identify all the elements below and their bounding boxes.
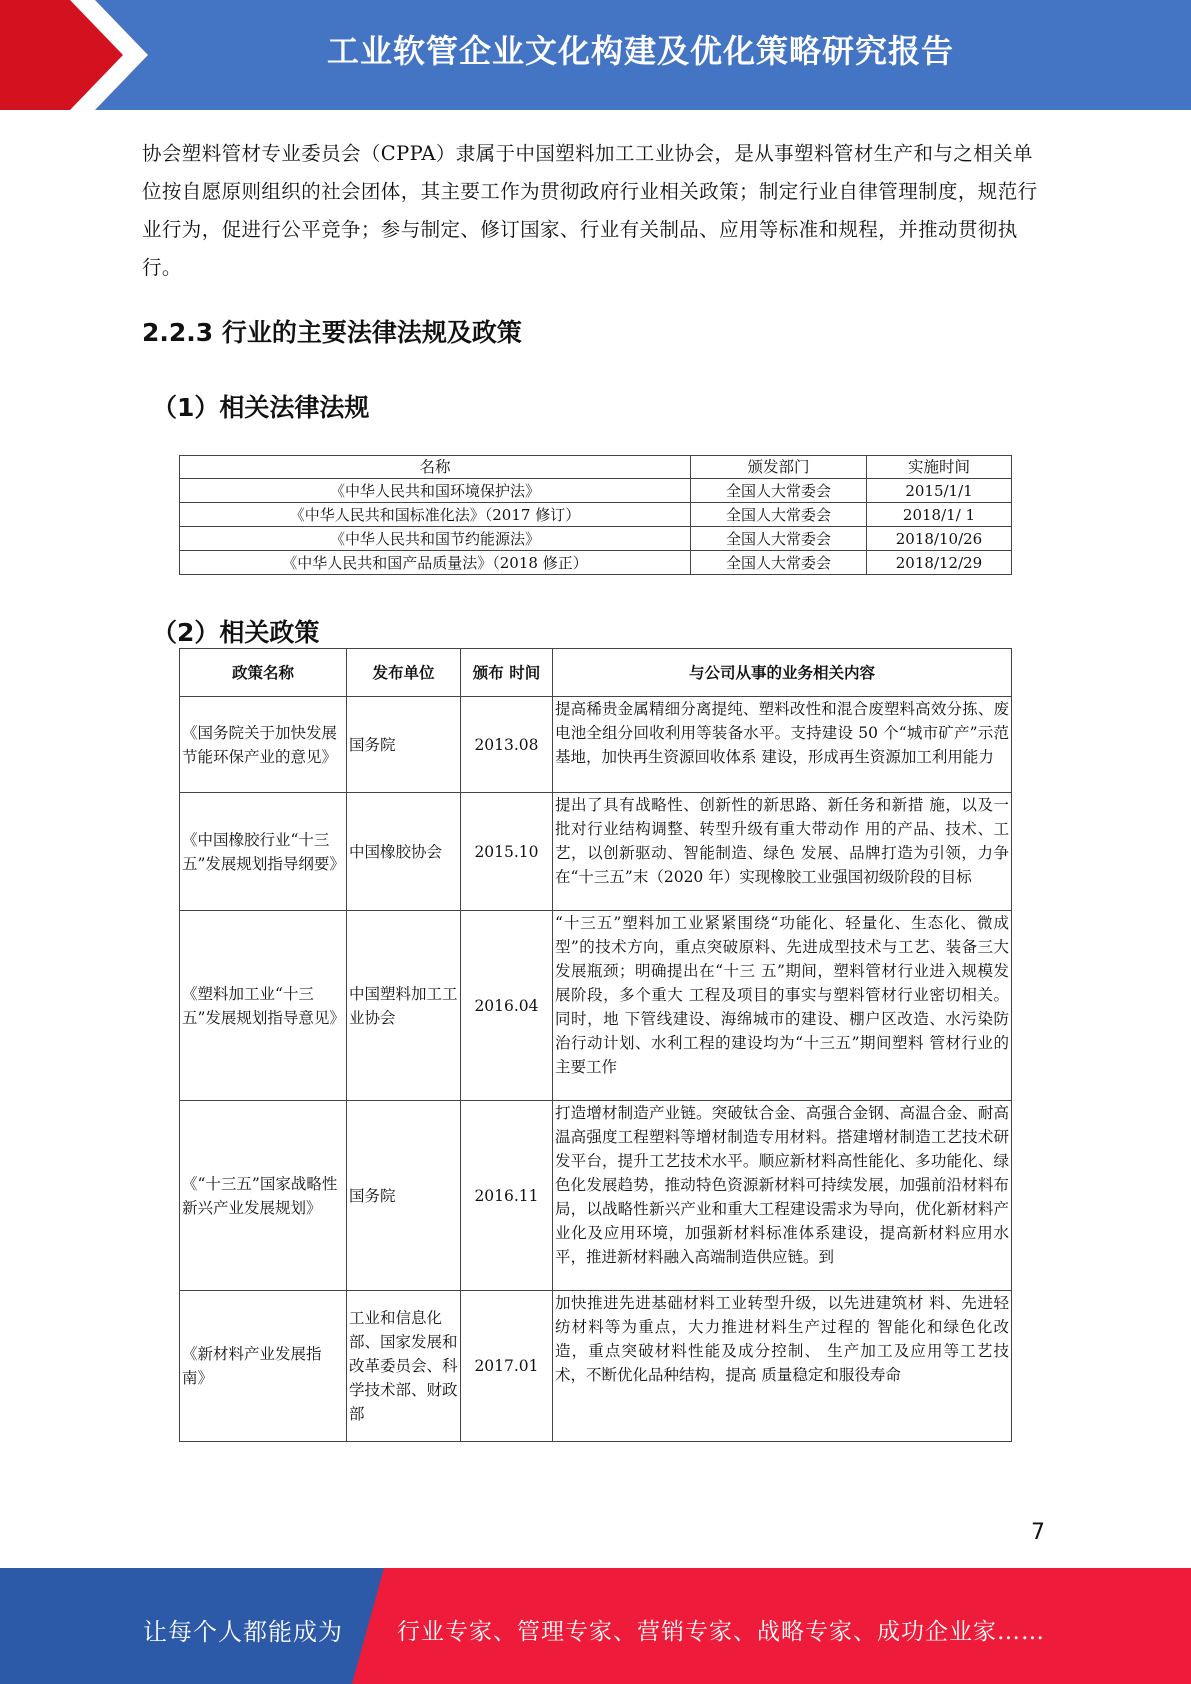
page-footer — [0, 1568, 1191, 1684]
law-name: 《中华人民共和国节约能源法》 — [180, 527, 691, 551]
law-name: 《中华人民共和国产品质量法》（2018 修正） — [180, 551, 691, 575]
table-row — [180, 793, 1012, 911]
footer-slogan-left: 让每个人都能成为 — [143, 1618, 343, 1646]
policy-date: 2016.11 — [461, 1101, 553, 1291]
policy-table — [179, 648, 1012, 1442]
table-row — [180, 527, 1012, 551]
policy-header-content: 与公司从事的业务相关内容 — [553, 649, 1012, 697]
policy-header-publisher: 发布单位 — [347, 649, 461, 697]
table-row — [180, 1291, 1012, 1442]
page-number: 7 — [1031, 1520, 1045, 1545]
law-date: 2018/1/ 1 — [867, 503, 1012, 527]
section-heading: 2.2.3 行业的主要法律法规及政策 — [142, 318, 522, 347]
subheading-policies: （2）相关政策 — [152, 618, 320, 647]
law-date: 2018/12/29 — [867, 551, 1012, 575]
table-row — [180, 479, 1012, 503]
policy-name: 《中国橡胶行业“十三五”发展规划指导纲要》 — [180, 793, 347, 911]
laws-table — [179, 455, 1012, 575]
policy-content: 提高稀贵金属精细分离提纯、塑料改性和混合废塑料高效分拣、废电池全组分回收利用等装备水平。支持建设 50 个“城市矿产”示范基地，加快再生资源回收体系 建设，形成再生资源加工利用能力 — [553, 697, 1012, 793]
policy-publisher: 中国橡胶协会 — [347, 793, 461, 911]
policy-name: 《塑料加工业“十三五”发展规划指导意见》 — [180, 911, 347, 1101]
table-row — [180, 551, 1012, 575]
table-row — [180, 1101, 1012, 1291]
table-row — [180, 697, 1012, 793]
footer-slogan-right: 行业专家、管理专家、营销专家、战略专家、成功企业家…… — [397, 1619, 1045, 1645]
policy-name: 《新材料产业发展指南》 — [180, 1291, 347, 1442]
policy-publisher: 国务院 — [347, 1101, 461, 1291]
policy-date: 2017.01 — [461, 1291, 553, 1442]
policy-name: 《“十三五”国家战略性新兴产业发展规划》 — [180, 1101, 347, 1291]
table-row — [180, 503, 1012, 527]
policy-content: 提出了具有战略性、创新性的新思路、新任务和新措 施，以及一批对行业结构调整、转型升级有重大带动作 用的产品、技术、工艺，以创新驱动、智能制造、绿色 发展、品牌打造为引领，力争在“十三五”末（2020 年）实现橡胶工业强国初级阶段的目标 — [553, 793, 1012, 911]
policy-publisher: 工业和信息化部、国家发展和改革委员会、科学技术部、财政部 — [347, 1291, 461, 1442]
policy-publisher: 国务院 — [347, 697, 461, 793]
policy-content: 打造增材制造产业链。突破钛合金、高强合金钢、高温合金、耐高温高强度工程塑料等增材制造专用材料。搭建增材制造工艺技术研发平台，提升工艺技术水平。顺应新材料高性能化、多功能化、绿色化发展趋势，推动特色资源新材料可持续发展，加强前沿材料布局，以战略性新兴产业和重大工程建设需求为导向，优化新材料产业化及应用环境，加强新材料标准体系建设，提高新材料应用水平，推进新材料融入高端制造供应链。到 — [553, 1101, 1012, 1291]
page-header — [0, 0, 1191, 110]
law-dept: 全国人大常委会 — [691, 551, 867, 575]
law-dept: 全国人大常委会 — [691, 527, 867, 551]
intro-paragraph: 协会塑料管材专业委员会（CPPA）隶属于中国塑料加工工业协会，是从事塑料管材生产和与之相关单位按自愿原则组织的社会团体，其主要工作为贯彻政府行业相关政策；制定行业自律管理制度，规范行业行为，促进行公平竞争；参与制定、修订国家、行业有关制品、应用等标准和规程，并推动贯彻执行。 — [142, 142, 1038, 279]
report-title: 工业软管企业文化构建及优化策略研究报告 — [326, 32, 954, 70]
policy-content: “十三五”塑料加工业紧紧围绕“功能化、轻量化、生态化、微成型”的技术方向，重点突破原料、先进成型技术与工艺、装备三大发展瓶颈；明确提出在“十三 五”期间，塑料管材行业进入规模发展阶段，多个重大 工程及项目的事实与塑料管材行业密切相关。同时，地 下管线建设、海绵城市的建设、棚户区改造、水污染防 治行动计划、水利工程的建设均为“十三五”期间塑料 管材行业的主要工作 — [553, 911, 1012, 1101]
policy-content: 加快推进先进基础材料工业转型升级，以先进建筑材 料、先进轻纺材料等为重点，大力推进材料生产过程的 智能化和绿色化改造，重点突破材料性能及成分控制、 生产加工及应用等工艺技术，不断优化品种结构，提高 质量稳定和服役寿命 — [553, 1291, 1012, 1442]
policy-name: 《国务院关于加快发展节能环保产业的意见》 — [180, 697, 347, 793]
laws-header-name: 名称 — [180, 456, 691, 479]
law-dept: 全国人大常委会 — [691, 503, 867, 527]
law-name: 《中华人民共和国环境保护法》 — [180, 479, 691, 503]
policy-table-header — [180, 649, 1012, 697]
law-date: 2015/1/1 — [867, 479, 1012, 503]
policy-date: 2015.10 — [461, 793, 553, 911]
policy-publisher: 中国塑料加工工业协会 — [347, 911, 461, 1101]
policy-header-name: 政策名称 — [180, 649, 347, 697]
policy-date: 2013.08 — [461, 697, 553, 793]
law-dept: 全国人大常委会 — [691, 479, 867, 503]
law-name: 《中华人民共和国标准化法》（2017 修订） — [180, 503, 691, 527]
laws-header-date: 实施时间 — [867, 456, 1012, 479]
table-row — [180, 911, 1012, 1101]
law-date: 2018/10/26 — [867, 527, 1012, 551]
laws-header-dept: 颁发部门 — [691, 456, 867, 479]
subheading-laws: （1）相关法律法规 — [152, 393, 370, 422]
laws-table-header — [180, 456, 1012, 479]
policy-header-date: 颁布 时间 — [461, 649, 553, 697]
policy-date: 2016.04 — [461, 911, 553, 1101]
